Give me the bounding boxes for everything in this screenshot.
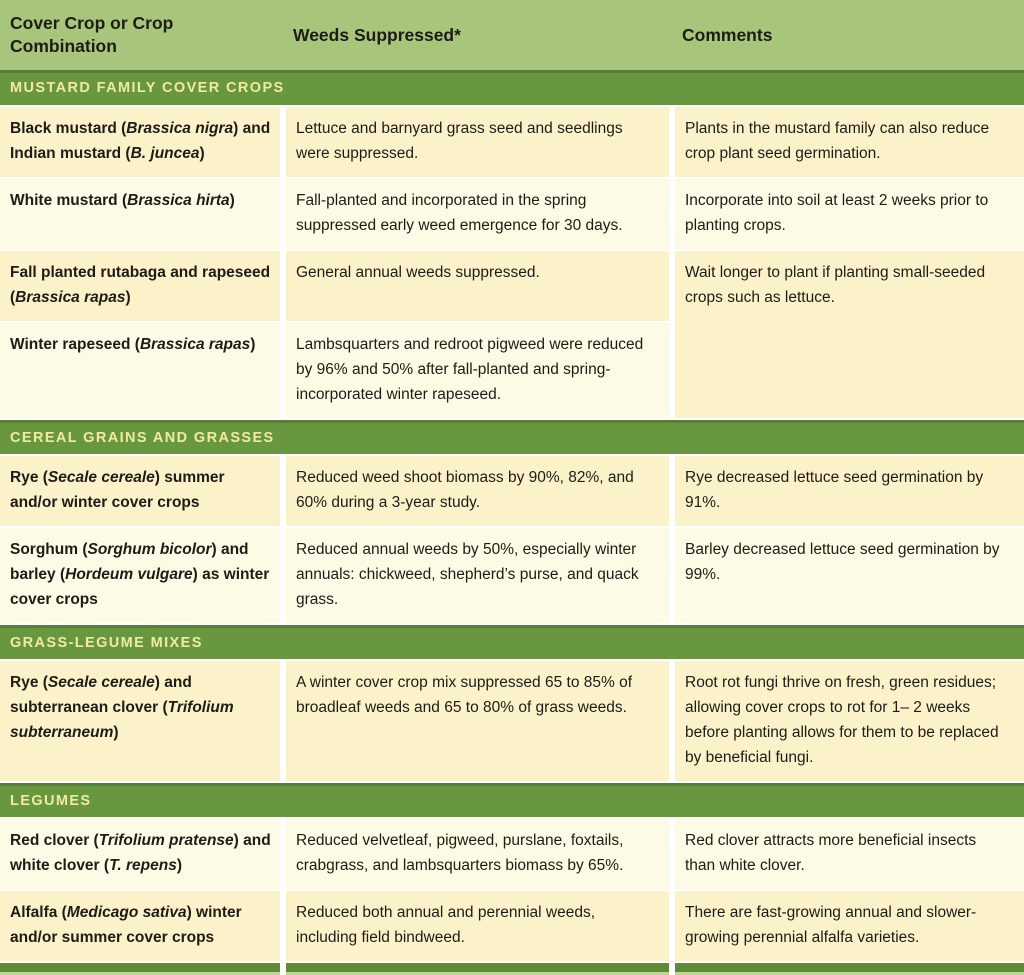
table-row (0, 660, 1024, 782)
crop-cell: Rye (Secale cereale) summer and/or winter cover crops (0, 455, 283, 527)
crop-cell: Black mustard (Brassica nigra) and Indian mustard (B. juncea) (0, 106, 283, 178)
column-header-comments: Comments (672, 0, 1024, 70)
comment-cell: Rye decreased lettuce seed germination by 91%. (672, 455, 1024, 527)
comment-cell: Plants in the mustard family can also reduce crop plant seed germination. (672, 106, 1024, 178)
weeds-cell: Reduced annual weeds by 50%, especially winter annuals: chickweed, shepherd’s purse, and quack grass. (283, 527, 672, 624)
table-header (0, 0, 1024, 70)
table-row (0, 106, 1024, 178)
scientific-name: Brassica rapas (139, 336, 251, 353)
crop-cell: Red clover (Trifolium pratense) and white clover (T. repens) (0, 818, 283, 890)
section-row (0, 419, 1024, 455)
weeds-cell: Fall-planted and incorporated in the spring suppressed early weed emergence for 30 days. (283, 178, 672, 250)
table-row (0, 455, 1024, 527)
comment-cell: There are fast-growing annual and slower-growing perennial alfalfa varieties. (672, 890, 1024, 962)
weeds-cell: Reduced both annual and perennial weeds, including field bindweed. (283, 890, 672, 962)
scientific-name: Hordeum vulgare (65, 566, 193, 583)
section-header: GRASS-LEGUME MIXES (0, 624, 1024, 660)
scientific-name: Brassica nigra (126, 120, 234, 137)
header-row (0, 0, 1024, 70)
weeds-cell: Lettuce and barnyard grass seed and seedlings were suppressed. (283, 106, 672, 178)
bottom-bar-segment (283, 962, 672, 974)
table-row (0, 890, 1024, 962)
column-header-cover-crop: Cover Crop or Crop Combination (0, 0, 283, 70)
weeds-cell: Reduced velvetleaf, pigweed, purslane, foxtails, crabgrass, and lambsquarters biomass by 65%. (283, 818, 672, 890)
section-header: LEGUMES (0, 782, 1024, 818)
comment-cell: Red clover attracts more beneficial insects than white clover. (672, 818, 1024, 890)
column-header-weeds-suppressed: Weeds Suppressed* (283, 0, 672, 70)
crop-cell: Rye (Secale cereale) and subterranean clover (Trifolium subterraneum) (0, 660, 283, 782)
table-row (0, 818, 1024, 890)
table-row (0, 250, 1024, 322)
table-body (0, 70, 1024, 974)
comment-cell: Barley decreased lettuce seed germination by 99%. (672, 527, 1024, 624)
crop-cell: Alfalfa (Medicago sativa) winter and/or summer cover crops (0, 890, 283, 962)
section-row (0, 782, 1024, 818)
crop-cell: White mustard (Brassica hirta) (0, 178, 283, 250)
scientific-name: Brassica hirta (127, 192, 230, 209)
weeds-cell: A winter cover crop mix suppressed 65 to 85% of broadleaf weeds and 65 to 80% of grass weeds. (283, 660, 672, 782)
scientific-name: B. juncea (130, 145, 200, 162)
scientific-name: Sorghum bicolor (87, 541, 212, 558)
section-header: MUSTARD FAMILY COVER CROPS (0, 70, 1024, 106)
scientific-name: Trifolium pratense (98, 832, 234, 849)
comment-cell: Incorporate into soil at least 2 weeks prior to planting crops. (672, 178, 1024, 250)
table-row (0, 178, 1024, 250)
comment-cell: Wait longer to plant if planting small-seeded crops such as lettuce. (672, 250, 1024, 419)
scientific-name: Medicago sativa (66, 904, 187, 921)
bottom-bar-segment (672, 962, 1024, 974)
bottom-bar-segment (0, 962, 283, 974)
section-row (0, 70, 1024, 106)
weeds-cell: Lambsquarters and redroot pigweed were reduced by 96% and 50% after fall-planted and spring-incorporated winter rapeseed. (283, 322, 672, 419)
crop-cell: Fall planted rutabaga and rapeseed (Brassica rapas) (0, 250, 283, 322)
comment-cell: Root rot fungi thrive on fresh, green residues; allowing cover crops to rot for 1– 2 weeks before planting allows for them to be replaced by beneficial fungi. (672, 660, 1024, 782)
weeds-cell: General annual weeds suppressed. (283, 250, 672, 322)
scientific-name: Brassica rapas (15, 289, 126, 306)
scientific-name: Trifolium subterraneum (10, 699, 234, 741)
table-row (0, 527, 1024, 624)
crop-cell: Winter rapeseed (Brassica rapas) (0, 322, 283, 419)
weeds-cell: Reduced weed shoot biomass by 90%, 82%, and 60% during a 3-year study. (283, 455, 672, 527)
section-header: CEREAL GRAINS AND GRASSES (0, 419, 1024, 455)
scientific-name: Secale cereale (47, 469, 155, 486)
scientific-name: T. repens (109, 857, 177, 874)
bottom-bar (0, 962, 1024, 974)
scientific-name: Secale cereale (47, 674, 155, 691)
crop-cell: Sorghum (Sorghum bicolor) and barley (Hordeum vulgare) as winter cover crops (0, 527, 283, 624)
section-row (0, 624, 1024, 660)
